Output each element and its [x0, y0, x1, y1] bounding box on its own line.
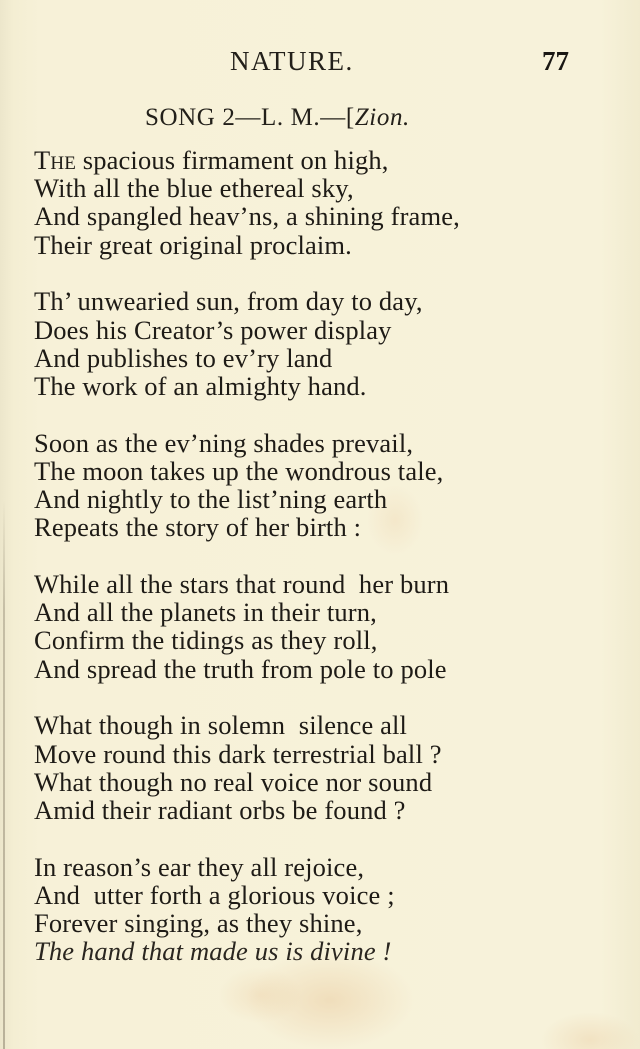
stanza-1	[34, 146, 614, 259]
page-gutter-edge	[3, 500, 5, 1049]
stanza-2	[34, 287, 614, 400]
verse-line: And spangled heav’ns, a shining frame,	[34, 201, 460, 232]
verse-line: What though no real voice nor sound	[34, 766, 433, 797]
running-head	[0, 46, 640, 80]
verse-line: In reason’s ear they all rejoice,	[34, 851, 365, 882]
verse-line: And publishes to ev’ry land	[34, 342, 333, 373]
verse-initial-word: The	[34, 145, 76, 175]
verse-line: And utter forth a glorious voice ;	[34, 879, 395, 910]
stanza-3	[34, 429, 614, 542]
page-number: 77	[542, 46, 569, 76]
stanza-6	[34, 853, 614, 966]
verse-line: Amid their radiant orbs be found ?	[34, 794, 406, 825]
closing-verse-line: The hand that made us is divine !	[34, 936, 392, 967]
song-number-meter: SONG 2—L. M.—[	[145, 104, 355, 131]
verse-line: Repeats the story of her birth :	[34, 512, 362, 543]
verse-line: Th’ unwearied sun, from day to day,	[34, 286, 423, 317]
poem-body	[34, 146, 614, 994]
verse-line: Does his Creator’s power display	[34, 314, 392, 345]
verse-line: Forever singing, as they shine,	[34, 908, 363, 939]
tune-name: Zion.	[354, 104, 410, 131]
verse-line: Soon as the ev’ning shades prevail,	[34, 427, 414, 458]
verse-line: And spread the truth from pole to pole	[34, 653, 447, 684]
running-title: NATURE.	[230, 46, 354, 76]
verse-line-rest: spacious firmament on high,	[75, 145, 389, 175]
verse-line: And all the planets in their turn,	[34, 597, 377, 628]
stanza-4	[34, 570, 614, 683]
verse-line: Move round this dark terrestrial ball ?	[34, 738, 442, 769]
verse-line: While all the stars that round her burn	[34, 569, 450, 600]
stanza-5	[34, 711, 614, 824]
verse-line: Their great original proclaim.	[34, 229, 352, 260]
verse-line: The moon takes up the wondrous tale,	[34, 455, 444, 486]
verse-line: And nightly to the list’ning earth	[34, 484, 388, 515]
verse-line	[34, 146, 614, 174]
verse-line: With all the blue ethereal sky,	[34, 173, 354, 204]
verse-line: What though in solemn silence all	[34, 710, 408, 741]
verse-line: Confirm the tidings as they roll,	[34, 625, 378, 656]
song-heading	[145, 104, 410, 132]
verse-line: The work of an almighty hand.	[34, 370, 367, 401]
